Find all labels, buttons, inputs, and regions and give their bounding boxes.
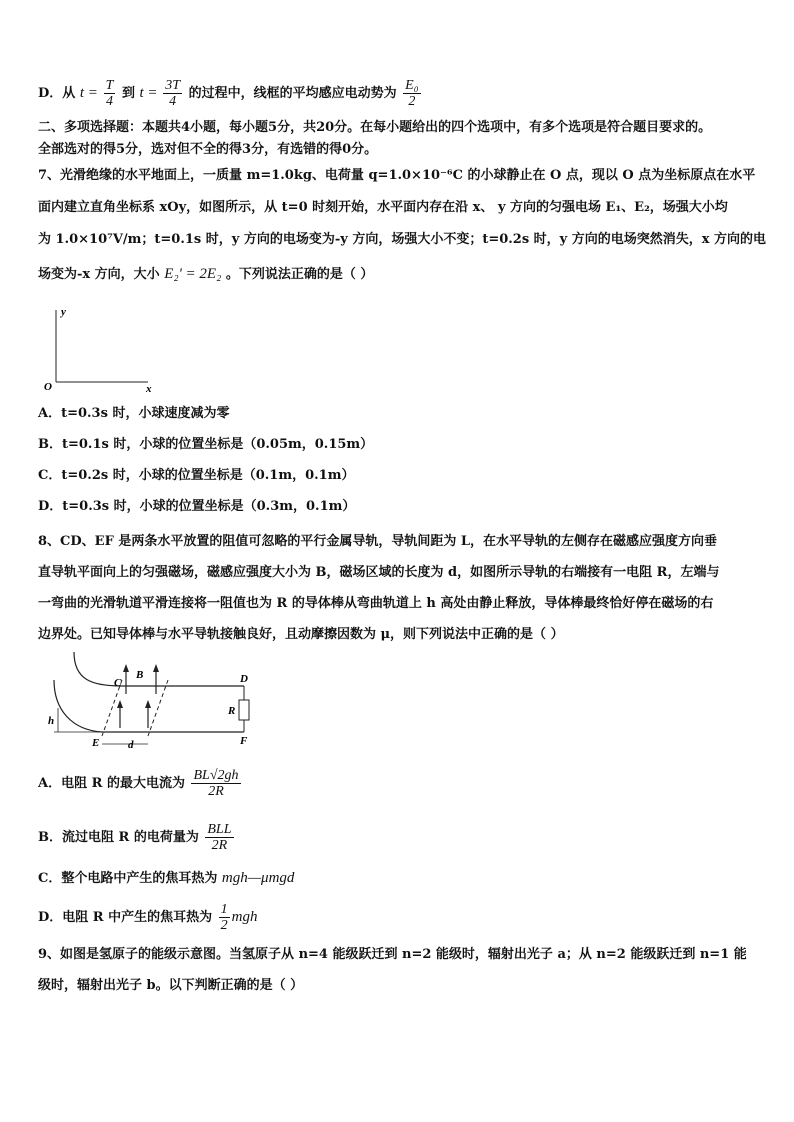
frac-den: 4: [106, 94, 113, 109]
frac-num: 3T: [165, 78, 181, 93]
frac-den: 2: [408, 94, 416, 109]
q8-C-label: C: [114, 677, 122, 689]
q8-option-d-text: D．电阻 R 中产生的焦耳热为: [38, 910, 213, 925]
q8-d-label: d: [128, 739, 134, 751]
q6-option-d: [38, 78, 423, 109]
q7-y-label: y: [61, 306, 66, 318]
q7-option-b: B．t=0.1s 时，小球的位置坐标是（0.05m，0.15m）: [38, 437, 374, 452]
fraction-one-half: [219, 902, 230, 933]
q8-B-label: B: [136, 669, 144, 681]
frac-num: T: [105, 78, 114, 93]
q7-o-label: O: [44, 381, 52, 393]
q6d-mid: 的过程中，线框的平均感应电动势为: [188, 86, 397, 101]
fraction-max-current: [191, 768, 240, 799]
q8-option-a-text: A．电阻 R 的最大电流为: [38, 776, 185, 791]
frac-num: E₀: [405, 78, 419, 93]
q6d-t-2: t: [139, 85, 144, 101]
q8-D-label: D: [240, 673, 248, 685]
q7-option-c: C．t=0.2s 时，小球的位置坐标是（0.1m，0.1m）: [38, 468, 355, 483]
section-2-line-1: 二、多项选择题：本题共4小题，每小题5分，共20分。在每小题给出的四个选项中，有多个选项是符合题目要求的。: [38, 120, 712, 135]
frac-num: 1: [220, 902, 228, 917]
q6d-to: 到: [121, 86, 135, 101]
q8-rail-figure: [44, 650, 258, 754]
q8-line-3: 一弯曲的光滑轨道平滑连接将一阻值也为 R 的导体棒从弯曲轨道上 h 高处由静止释放，导体棒最终恰好停在磁场的右: [38, 596, 714, 611]
q8-line-4: 边界处。已知导体棒与水平导轨接触良好，且动摩擦因数为 μ，则下列说法中正确的是（ ）: [38, 627, 564, 642]
q7-field-equation: E₂' = 2E₂: [164, 266, 222, 282]
q7-option-d: D．t=0.3s 时，小球的位置坐标是（0.3m，0.1m）: [38, 499, 356, 514]
q6d-eq-1: =: [83, 85, 102, 101]
q7-line-1: 7、光滑绝缘的水平地面上，一质量 m=1.0kg、电荷量 q=1.0×10⁻⁶C 的小球静止在 O 点，现以 O 点为坐标原点在水平: [38, 168, 756, 183]
q9-line-2: 级时，辐射出光子 b。以下判断正确的是（ ）: [38, 978, 304, 993]
q8-option-c: [38, 870, 294, 887]
q9-line-1: 9、如图是氢原子的能级示意图。当氢原子从 n=4 能级跃迁到 n=2 能级时，辐射出光子 a；从 n=2 能级跃迁到 n=1 能: [38, 947, 747, 962]
frac-den: 4: [169, 94, 177, 109]
q7-line-4-post: 。下列说法正确的是（ ）: [225, 267, 374, 282]
q6d-t-1: t: [79, 85, 84, 101]
fraction-charge: [205, 822, 233, 853]
fraction-t-over-4: [104, 78, 116, 109]
frac-den: 2R: [211, 838, 228, 853]
q8-option-b: [38, 822, 236, 853]
frac-num: BL√2gh: [193, 768, 239, 783]
q8-option-b-text: B．流过电阻 R 的电荷量为: [38, 830, 199, 845]
fraction-3t-over-4: [163, 78, 182, 109]
q8-option-c-text: C．整个电路中产生的焦耳热为: [38, 871, 218, 886]
q8-option-d: [38, 902, 258, 933]
q8-R-label: R: [228, 705, 236, 717]
frac-den: 2: [220, 918, 228, 933]
q7-x-label: x: [146, 383, 152, 394]
frac-den: 2R: [208, 784, 224, 799]
q8-F-label: F: [240, 735, 248, 747]
q7-line-3: 为 1.0×10⁷V/m；t=0.1s 时，y 方向的电场变为-y 方向，场强大小不变；t=0.2s 时，y 方向的电场突然消失，x 方向的电: [38, 232, 767, 247]
q6d-prefix: D．从: [38, 86, 76, 101]
frac-num: BLL: [207, 822, 232, 837]
q7-line-2: 面内建立直角坐标系 xOy，如图所示，从 t=0 时刻开始，水平面内存在沿 x、 y 方向的匀强电场 E₁、E₂，场强大小均: [38, 200, 728, 215]
q8-line-2: 直导轨平面向上的匀强磁场，磁感应强度大小为 B，磁场区域的长度为 d，如图所示导轨的右端接有一电阻 R，左端与: [38, 565, 720, 580]
q8-option-c-math: mgh—μmgd: [221, 870, 295, 886]
q6d-eq-2: =: [143, 85, 162, 101]
q7-line-4-pre: 场变为-x 方向，大小: [38, 267, 160, 282]
q8-E-label: E: [92, 737, 100, 749]
q7-option-a: A．t=0.3s 时，小球速度减为零: [38, 406, 230, 421]
q8-option-d-math: mgh: [231, 909, 258, 925]
q8-option-a: [38, 768, 243, 799]
fraction-e0-over-2: [403, 78, 420, 109]
q7-line-4: [38, 266, 373, 283]
section-2-line-2: 全部选对的得5分，选对但不全的得3分，有选错的得0分。: [38, 142, 378, 157]
q8-line-1: 8、CD、EF 是两条水平放置的阻值可忽略的平行金属导轨，导轨间距为 L，在水平导轨的左侧存在磁感应强度方向垂: [38, 534, 717, 549]
q7-axes-figure: [36, 302, 166, 394]
q8-h-label: h: [48, 715, 55, 727]
